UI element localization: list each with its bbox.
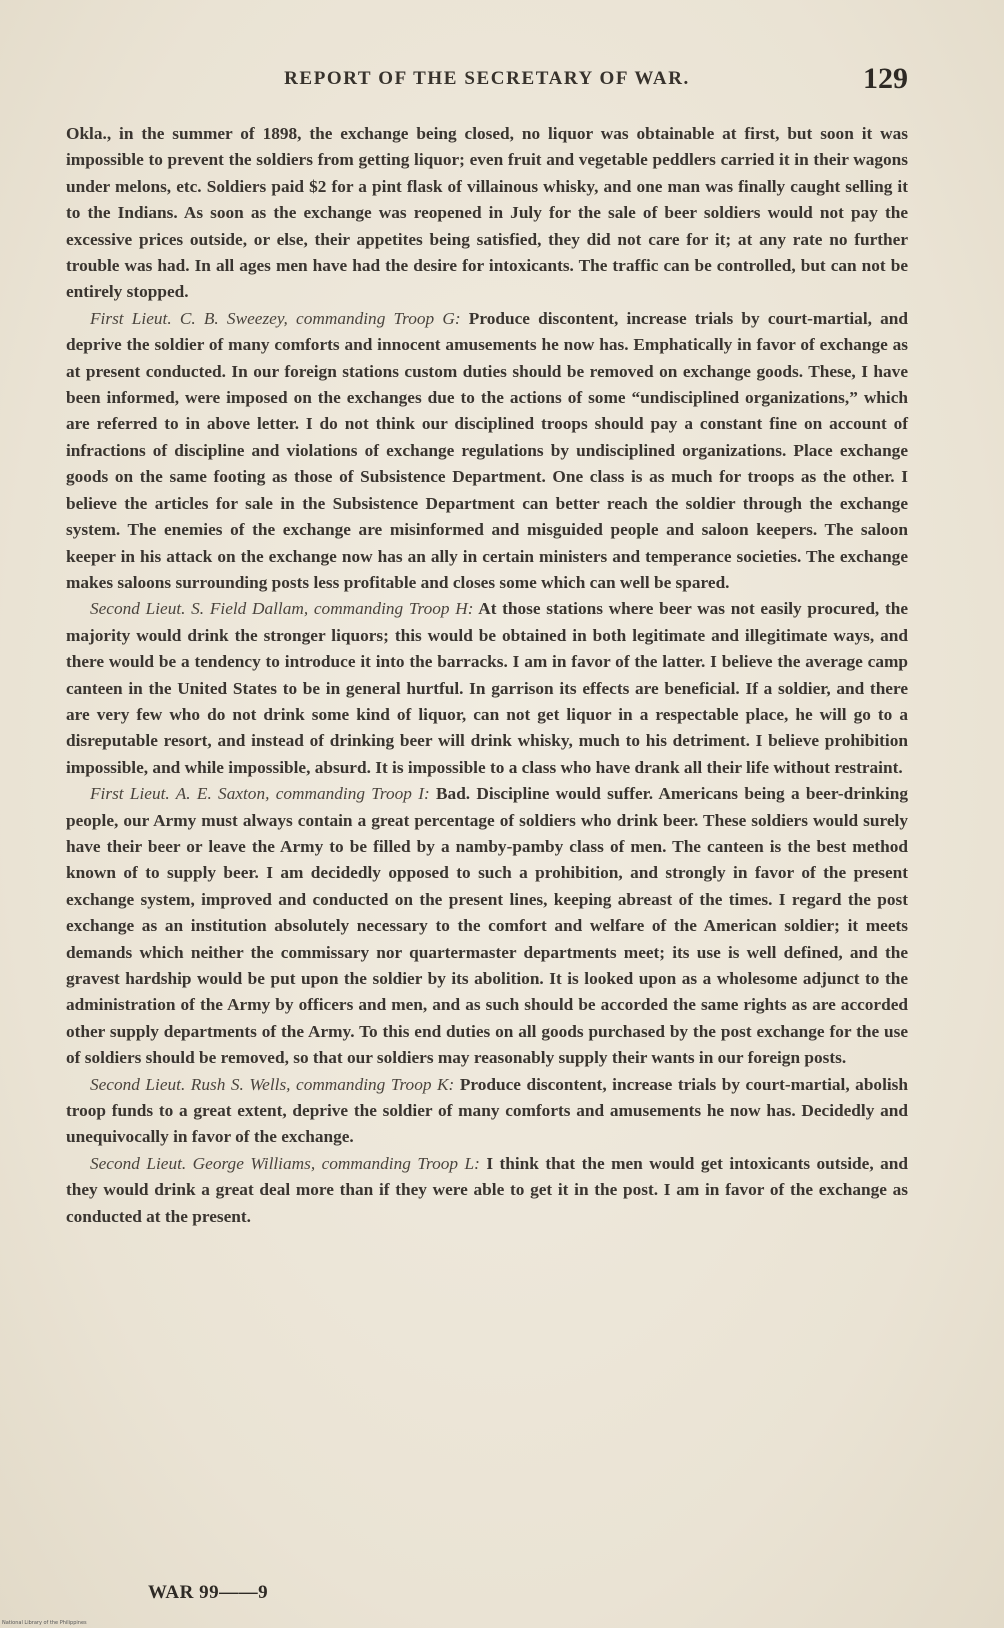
paragraph-text: Bad. Discipline would suffer. Americans being a beer-drinking people, our Army must always contain a great percentage of soldiers who drink beer. These soldiers would surely have their beer or leave the Army to be filled by a namby-pamby class of men. The canteen is the best method known of to supply beer. I am decidedly opposed to such a prohibition, and strongly in favor of the present exchange system, improved and conducted on the present lines, keeping abreast of the times. I regard the post exchange as an institution absolutely necessary to the comfort and welfare of the American soldier; it meets demands which neither the commissary nor quartermaster departments meet; its use is well defined, and the gravest hardship would be put upon the soldier by its abolition. It is looked upon as a wholesome adjunct to the administration of the Army by officers and men, and as such should be accorded the same rights as are accorded other supply departments of the Army. To this end duties on all goods purchased by the post exchange for the use of soldiers should be removed, so that our soldiers may reasonably supply their wants in our foreign posts. xyxy=(66,784,908,1068)
speaker-name: Second Lieut. S. Field Dallam, commanding Troop H: xyxy=(90,599,474,619)
page-number: 129 xyxy=(863,62,908,95)
paragraph-text: Produce discontent, increase trials by court-martial, and deprive the soldier of many comforts and innocent amusements he now has. Emphatically in favor of exchange as at present conducted. In our foreign stations custom duties should be removed on exchange goods. These, I have been informed, were imposed on the exchanges due to the actions of some “undisciplined organizations,” which are referred to in above letter. I do not think our disciplined troops should pay a constant fine on account of infractions of discipline and violations of exchange regulations by undisciplined organizations. Place exchange goods on the same footing as those of Subsistence Department. One class is as much for troops as the other. I believe the articles for sale in the Subsistence Department can better reach the soldier through the exchange system. The enemies of the exchange are misinformed and misguided people and saloon keepers. The saloon keeper in his attack on the exchange now has an ally in certain ministers and temperance societies. The exchange makes saloons surrounding posts less profitable and closes some which can well be spared. xyxy=(66,308,908,592)
speaker-name: First Lieut. A. E. Saxton, commanding Troop I: xyxy=(90,784,430,804)
speaker-name: Second Lieut. George Williams, commanding Troop L: xyxy=(90,1153,480,1173)
paragraph xyxy=(66,596,908,781)
page-header xyxy=(66,62,908,102)
speaker-name: Second Lieut. Rush S. Wells, commanding Troop K: xyxy=(90,1074,455,1094)
speaker-name: First Lieut. C. B. Sweezey, commanding Troop G: xyxy=(90,308,461,328)
running-title: REPORT OF THE SECRETARY OF WAR. xyxy=(284,68,690,89)
paragraph-text: Produce discontent, increase trials by court-martial, abolish troop funds to a great extent, deprive the soldier of many comforts and amusements he now has. Decidedly and unequivocally in favor of the exchange. xyxy=(66,1074,909,1147)
paragraph xyxy=(66,306,908,596)
paragraph xyxy=(66,1072,908,1151)
body-text xyxy=(66,121,908,1230)
paragraph-text: Okla., in the summer of 1898, the exchange being closed, no liquor was obtainable at first, but soon it was impossible to prevent the soldiers from getting liquor; even fruit and vegetable peddlers carried it in their wagons under melons, etc. Soldiers paid $2 for a pint flask of villainous whisky, and one man was finally caught selling it to the Indians. As soon as the exchange was reopened in July for the sale of beer soldiers would not pay the excessive prices outside, or else, their appetites being satisfied, they did not care for it; at any rate no further trouble was had. In all ages men have had the desire for intoxicants. The traffic can be controlled, but can not be entirely stopped. xyxy=(66,124,908,302)
paragraph xyxy=(66,121,908,306)
paragraph xyxy=(66,781,908,1071)
paragraph xyxy=(66,1151,908,1230)
signature-mark: WAR 99——9 xyxy=(148,1582,269,1603)
paragraph-text: I think that the men would get intoxicants outside, and they would drink a great deal more than if they were able to get it in the post. I am in favor of the exchange as conducted at the present. xyxy=(66,1153,908,1226)
paragraph-text: At those stations where beer was not easily procured, the majority would drink the stronger liquors; this would be obtained in both legitimate and illegitimate ways, and there would be a tendency to introduce it into the barracks. I am in favor of the latter. I believe the average camp canteen in the United States to be in general hurtful. In garrison its effects are beneficial. If a soldier, and there are very few who do not drink some kind of liquor, can not get liquor in a respectable place, he will go to a disreputable resort, and instead of drinking beer will drink whisky, much to his detriment. I believe prohibition impossible, and while impossible, absurd. It is impossible to a class who have drank all their life without restraint. xyxy=(66,599,908,777)
footer-note: National Library of the Philippines xyxy=(2,1620,87,1626)
